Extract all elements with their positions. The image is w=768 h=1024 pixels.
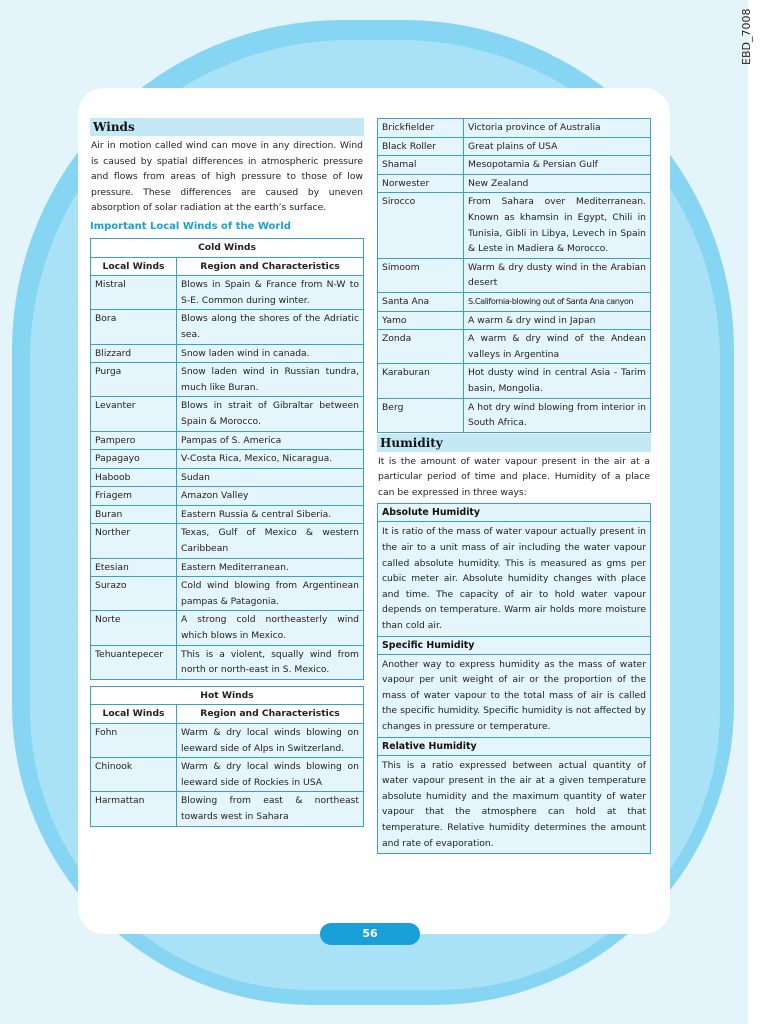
winds-paragraph: Air in motion called wind can move in any direction. Wind is caused by spatial differences in atmospheric pressure and flows from areas of high pressure to those of low pressure. These differences are caused by uneven absorption of solar radiation at the earth’s surface. <box>91 140 363 214</box>
hot-winds-body <box>91 724 364 827</box>
wind-name: Bora <box>91 310 177 344</box>
column-header: Local Winds <box>91 257 177 276</box>
table-row <box>378 364 651 398</box>
humidity-heading: Humidity <box>377 434 651 452</box>
wind-description: Warm & dry dusty wind in the Arabian desert <box>464 258 651 292</box>
table-row <box>91 577 364 611</box>
table-row <box>91 645 364 679</box>
specific-humidity-title: Specific Humidity <box>378 637 650 655</box>
table-row <box>91 397 364 431</box>
wind-name: Pampero <box>91 431 177 450</box>
wind-description: Snow laden wind in Russian tundra, much like Buran. <box>177 363 364 397</box>
cold-winds-table <box>90 238 364 680</box>
winds-heading: Winds <box>90 118 364 136</box>
table-row <box>378 137 651 156</box>
table-row <box>378 119 651 138</box>
table-row <box>91 505 364 524</box>
wind-name: Karaburan <box>378 364 464 398</box>
table-row <box>91 363 364 397</box>
table-row <box>91 524 364 558</box>
wind-name: Purga <box>91 363 177 397</box>
wind-name: Norther <box>91 524 177 558</box>
wind-description: S.California-blowing out of Santa Ana canyon <box>464 292 651 311</box>
table-row <box>378 156 651 175</box>
wind-description: Eastern Russia & central Siberia. <box>177 505 364 524</box>
table-row <box>378 174 651 193</box>
hot-winds-table <box>90 686 364 827</box>
column-header: Region and Characteristics <box>177 705 364 724</box>
wind-name: Mistral <box>91 276 177 310</box>
table-row <box>91 724 364 758</box>
hot-winds-caption: Hot Winds <box>91 686 364 705</box>
table-row <box>91 276 364 310</box>
relative-humidity-text: This is a ratio expressed between actual quantity of water vapour present in the air at a given temperature absolute humidity and the maximum quantity of water vapour that the atmosphere can hold at that temperature. Relative humidity determines the amount and rate of evaporation. <box>382 759 646 849</box>
wind-name: Harmattan <box>91 792 177 826</box>
wind-name: Buran <box>91 505 177 524</box>
wind-description: Blows in strait of Gibraltar between Spain & Morocco. <box>177 397 364 431</box>
table-row <box>378 193 651 258</box>
local-winds-subheading: Important Local Winds of the World <box>90 220 291 232</box>
wind-name: Simoom <box>378 258 464 292</box>
wind-name: Norwester <box>378 174 464 193</box>
relative-humidity-title: Relative Humidity <box>378 738 650 756</box>
wind-name: Etesian <box>91 558 177 577</box>
specific-humidity-text: Another way to express humidity as the mass of water vapour per unit weight of air or the proportion of the mass of water vapour to the total mass of air is called the specific humidity. Specific humidity is not affected by changes in pressure or temperature. <box>378 655 650 738</box>
cold-winds-body <box>91 276 364 680</box>
wind-name: Yamo <box>378 311 464 330</box>
wind-description: Great plains of USA <box>464 137 651 156</box>
humidity-paragraph: It is the amount of water vapour present in the air at a particular period of time and place. Humidity of a place can be expressed in three ways: <box>378 455 650 498</box>
wind-description: A hot dry wind blowing from interior in South Africa. <box>464 398 651 432</box>
wind-description: A warm & dry wind of the Andean valleys in Argentina <box>464 330 651 364</box>
wind-description: Snow laden wind in canada. <box>177 344 364 363</box>
wind-name: Fohn <box>91 724 177 758</box>
wind-description: A warm & dry wind in Japan <box>464 311 651 330</box>
table-row <box>91 468 364 487</box>
wind-name: Brickfielder <box>378 119 464 138</box>
wind-name: Haboob <box>91 468 177 487</box>
table-row <box>378 311 651 330</box>
wind-name: Levanter <box>91 397 177 431</box>
wind-description: Warm & dry local winds blowing on leeward side of Alps in Switzerland. <box>177 724 364 758</box>
table-row <box>91 487 364 506</box>
wind-description: Pampas of S. America <box>177 431 364 450</box>
wind-description: Texas, Gulf of Mexico & western Caribbean <box>177 524 364 558</box>
wind-name: Papagayo <box>91 450 177 469</box>
table-row <box>91 611 364 645</box>
wind-description: Blows in Spain & France from N-W to S-E. Common during winter. <box>177 276 364 310</box>
wind-name: Black Roller <box>378 137 464 156</box>
wind-description: Mesopotamia & Persian Gulf <box>464 156 651 175</box>
wind-name: Surazo <box>91 577 177 611</box>
wind-description: Sudan <box>177 468 364 487</box>
wind-description: This is a violent, squally wind from north or north-east in S. Mexico. <box>177 645 364 679</box>
humidity-types-box <box>377 503 651 854</box>
table-row <box>91 431 364 450</box>
wind-name: Santa Ana <box>378 292 464 311</box>
wind-name: Zonda <box>378 330 464 364</box>
table-row <box>378 292 651 311</box>
cold-winds-caption: Cold Winds <box>91 238 364 257</box>
wind-description: Eastern Mediterranean. <box>177 558 364 577</box>
side-code: EBD_7008 <box>740 8 753 66</box>
hot-winds-continued-table <box>377 118 651 433</box>
absolute-humidity-title: Absolute Humidity <box>378 504 650 522</box>
table-row <box>378 398 651 432</box>
wind-description: Victoria province of Australia <box>464 119 651 138</box>
wind-description: Warm & dry local winds blowing on leeward side of Rockies in USA <box>177 758 364 792</box>
wind-description: Amazon Valley <box>177 487 364 506</box>
absolute-humidity-text: It is ratio of the mass of water vapour actually present in the air to a unit mass of air including the water vapour called absolute humidity. This is measured as gms per cubic meter air. Absolute humidity changes with place and time. The capacity of air to hold water vapour depends on temperature. Warm air holds more moisture than cold air. <box>378 522 650 636</box>
table-row <box>91 344 364 363</box>
column-header: Local Winds <box>91 705 177 724</box>
wind-description: Cold wind blowing from Argentinean pampas & Patagonia. <box>177 577 364 611</box>
wind-description: Hot dusty wind in central Asia - Tarim basin, Mongolia. <box>464 364 651 398</box>
wind-description: Blows along the shores of the Adriatic sea. <box>177 310 364 344</box>
table-row <box>378 258 651 292</box>
wind-name: Chinook <box>91 758 177 792</box>
wind-name: Tehuantepecer <box>91 645 177 679</box>
table-row <box>91 558 364 577</box>
hot-winds-continued-body <box>378 119 651 433</box>
wind-name: Berg <box>378 398 464 432</box>
wind-description: V-Costa Rica, Mexico, Nicaragua. <box>177 450 364 469</box>
wind-name: Blizzard <box>91 344 177 363</box>
column-header: Region and Characteristics <box>177 257 364 276</box>
wind-description: New Zealand <box>464 174 651 193</box>
table-row <box>91 450 364 469</box>
wind-name: Norte <box>91 611 177 645</box>
wind-name: Friagem <box>91 487 177 506</box>
wind-name: Shamal <box>378 156 464 175</box>
left-column <box>90 118 364 827</box>
wind-description: From Sahara over Mediterranean. Known as khamsin in Egypt, Chili in Tunisia, Gibli in Libya, Levech in Spain & Leste in Madiera & Morocco. <box>464 193 651 258</box>
table-row <box>91 792 364 826</box>
wind-name: Sirocco <box>378 193 464 258</box>
page-number: 56 <box>320 923 420 945</box>
wind-description: A strong cold northeasterly wind which blows in Mexico. <box>177 611 364 645</box>
table-row <box>91 310 364 344</box>
right-column <box>377 118 651 854</box>
table-row <box>378 330 651 364</box>
wind-description: Blowing from east & northeast towards west in Sahara <box>177 792 364 826</box>
table-row <box>91 758 364 792</box>
